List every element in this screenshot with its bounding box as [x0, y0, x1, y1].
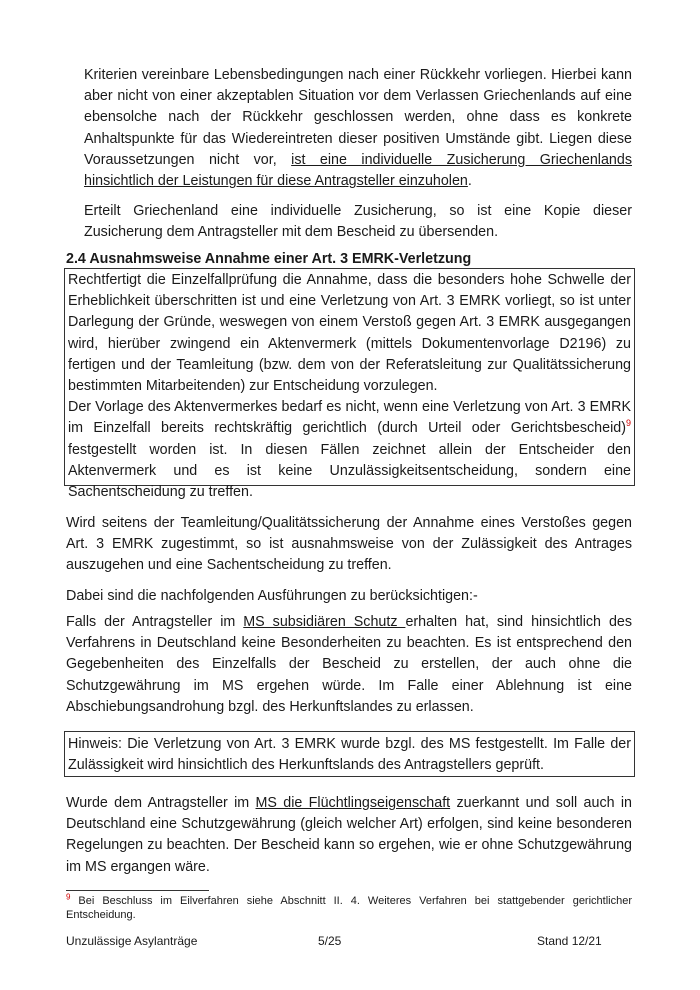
paragraph-text: Falls der Antragsteller im: [66, 614, 244, 630]
hinweis-text: Hinweis: Die Verletzung von Art. 3 EMRK wurde bzgl. des MS festgestellt. Im Falle der Zulässigkeit wird hinsichtlich des Herkunftslands des Antragstellers geprüft.: [68, 736, 631, 774]
underlined-text: MS die Flüchtlingseigenschaft: [255, 795, 451, 811]
underlined-text: ist eine individuelle Zusicherung Griechenlands hinsichtlich der Leistungen für diese Antragsteller einzuholen: [84, 151, 632, 190]
paragraph-text: erhalten hat, sind hinsichtlich des Verfahrens in Deutschland keine Besonderheiten zu beachten. Es ist entsprechend den Gegebenheiten des Einzelfalls der Bescheid zu erstellen, der auch ohne die Schutzgewährung im MS ergehen würde. Im Falle einer Ablehnung ist eine Abschiebungsandrohung bzgl. des Herkunftslandes zu erlassen.: [66, 614, 633, 715]
footnote-divider: [66, 890, 209, 891]
section-heading: 2.4 Ausnahmsweise Annahme einer Art. 3 EMRK-Verletzung: [66, 251, 472, 267]
paragraph-zustimmung: Wird seitens der Teamleitung/Qualitätssicherung der Annahme eines Verstoßes gegen Art. 3 EMRK zugestimmt, so ist ausnahmsweise von der Zulässigkeit des Antrages auszugehen und eine Sachentscheidung zu treffen.: [66, 515, 632, 574]
paragraph-text: Der Vorlage des Aktenvermerkes bedarf es nicht, wenn eine Verletzung von Art. 3 EMRK im Einzelfall bereits rechtskräftig gerichtlich (durch Urteil oder Gerichtsbescheid): [68, 399, 631, 437]
footnote-text: Bei Beschluss im Eilverfahren siehe Abschnitt II. 4. Weiteres Verfahren bei stattgebender gerichtlicher Entscheidung.: [66, 895, 632, 921]
footnote-number: 9: [66, 892, 71, 902]
box-paragraph-aktenvermerk: Rechtfertigt die Einzelfallprüfung die Annahme, dass die besonders hohe Schwelle der Erheblichkeit überschritten ist und eine Verletzung von Art. 3 EMRK vorliegt, so ist unter Darlegung der Gründe, weswegen von einem Verstoß gegen Art. 3 EMRK ausgegangen wird, hierüber zwingend ein Aktenvermerk (mittels Dokumentenvorlage D2196) zu fertigen und der Teamleitung (bzw. dem von der Referatsleitung zur Qualitätssicherung bestimmten Mitarbeitenden) zur Entscheidung vorzulegen.: [68, 272, 631, 395]
box-paragraph-vorlage: [68, 397, 631, 503]
paragraph-text: .: [467, 173, 472, 190]
paragraph-text: festgestellt worden ist. In diesen Fällen zeichnet allein der Entscheider den Aktenvermerk und es ist keine Unzulässigkeitsentscheidung, sondern eine Sachentscheidung zu treffen.: [68, 441, 631, 501]
footer-version: Stand 12/21: [537, 934, 602, 948]
footnote: [66, 894, 632, 922]
footnote-reference[interactable]: 9: [625, 418, 631, 429]
underlined-text: MS subsidiären Schutz: [243, 614, 406, 630]
paragraph-kopie-zusicherung: Erteilt Griechenland eine individuelle Zusicherung, so ist eine Kopie dieser Zusicherung dem Antragsteller mit dem Bescheid zu übersenden.: [84, 203, 632, 241]
footer-document-title: Unzulässige Asylanträge: [66, 934, 198, 948]
emrk-notice-box: [64, 268, 635, 501]
paragraph-text: Kriterien vereinbare Lebensbedingungen nach einer Rückkehr vorliegen. Hierbei kann aber nicht von einer akzeptablen Situation vor dem Verlassen Griechenlands auf eine ebensolche nach der Rückkehr geschlossen werden, ohne dass es konkrete Anhaltspunkte für das Wiedereintreten dieser positiven Umstände gibt. Liegen diese Voraussetzungen nicht vor,: [84, 67, 632, 168]
footer-page-number: 5/25: [318, 934, 342, 948]
paragraph-ausfuehrungen: Dabei sind die nachfolgenden Ausführungen zu berücksichtigen:-: [66, 588, 478, 604]
paragraph-text: Wurde dem Antragsteller im: [66, 795, 256, 811]
hinweis-box: [64, 731, 635, 777]
paragraph-zusicherung-criteria: [84, 65, 632, 192]
paragraph-subsidiaerer-schutz: [66, 612, 632, 718]
paragraph-text: zuerkannt und soll auch in Deutschland eine Schutzgewährung (gleich welcher Art) erfolgen, sind keine besonderen Regelungen zu beachten. Der Bescheid kann so ergehen, wie er ohne Schutzgewährung im MS ergangen wäre.: [66, 795, 632, 875]
paragraph-fluechtlingseigenschaft: [66, 793, 632, 878]
